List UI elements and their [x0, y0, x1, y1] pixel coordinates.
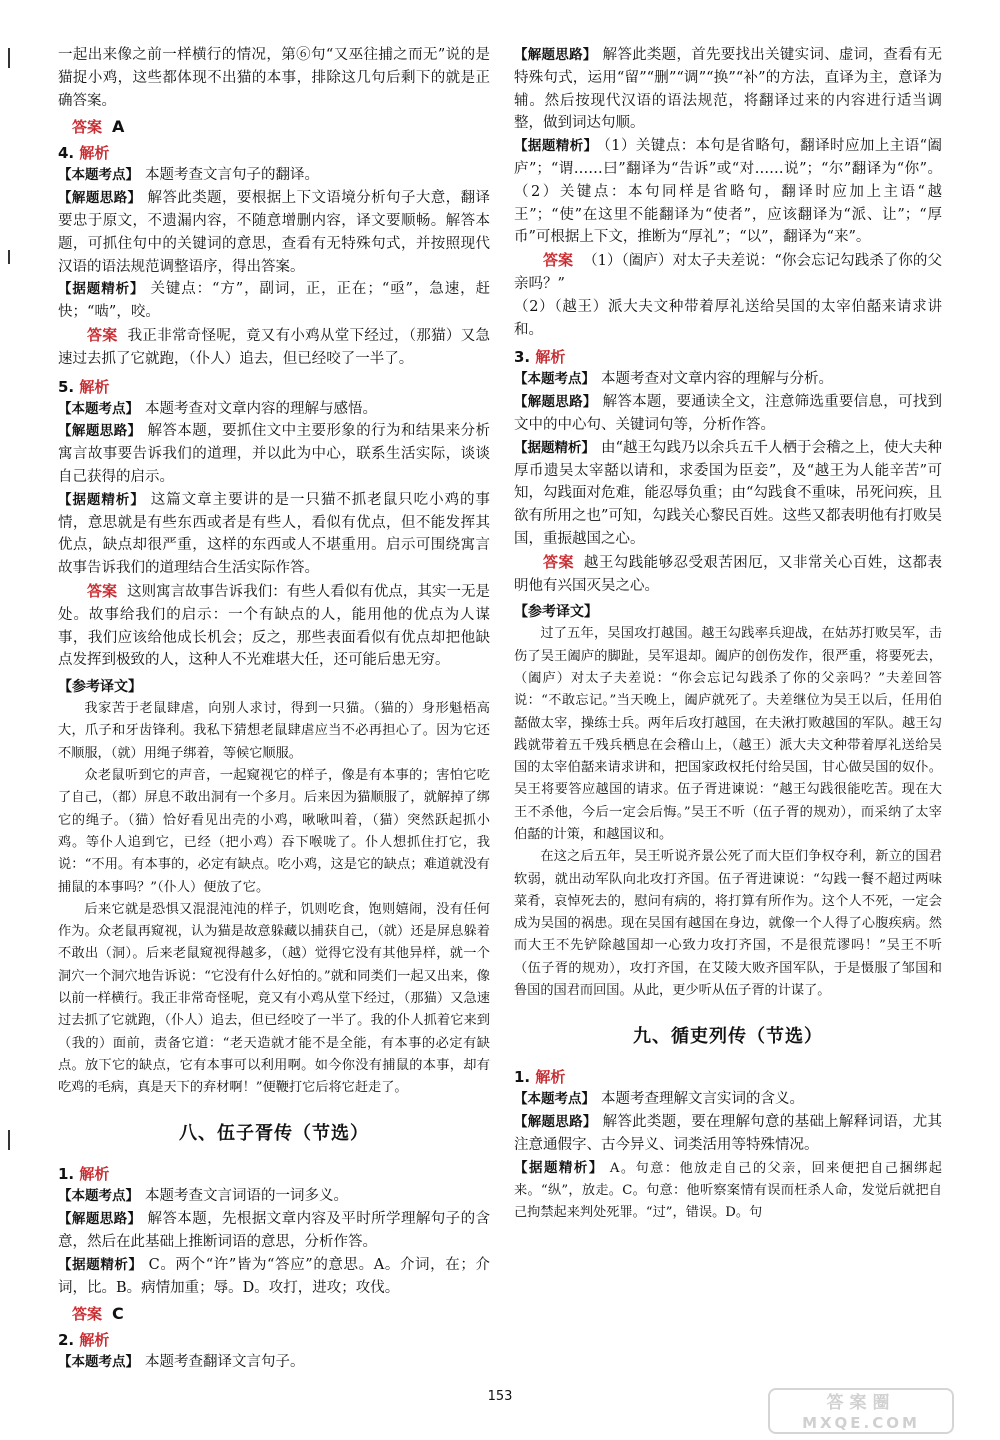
solution-idea: 【解题思路】 解答此类题，首先要找出关键实词、虚词，查看有无特殊句式，运用“留”“删”“调”“换”“补”的方法，直译为主，意译为辅。然后按现代汉语的语法规范，将翻译过来的内容进行适当调整，做到词达句顺。 — [514, 47, 943, 132]
exam-point: 【本题考点】 本题考查对文章内容的理解与分析。 — [514, 371, 833, 388]
question-heading: 3. 解析 — [514, 348, 566, 367]
exam-point: 【本题考点】 本题考查对文章内容的理解与感悟。 — [58, 400, 377, 417]
translation-paragraph: 众老鼠听到它的声音，一起窥视它的样子，像是有本事的；害怕它吃了自己，（都）屏息不敢出洞有一个多月。后来因为猫顺服了，就解掉了绑它的绳子。（猫）恰好看见出壳的小鸡，啾啾叫着，（猫）突然跃起抓小鸡。等仆人追到它，已经（把小鸡）吞下喉咙了。仆人想抓住打它，我说：“不用。有本事的，必定有缺点。吃小鸡，这是它的缺点；难道就没有捕鼠的本事吗？”（仆人）便放了它。 — [58, 768, 490, 895]
answer-label: 答案 — [72, 118, 103, 137]
solution-idea: 【解题思路】 解答本题，先根据文章内容及平时所学理解句子的含意，然后在此基础上推断词语的意思，分析作答。 — [58, 1211, 491, 1251]
section-title: 八、伍子胥传（节选） — [179, 1123, 369, 1145]
intro-paragraph: 一起出来像之前一样横行的情况，第⑥句“又巫往捕之而无”说的是猫捉小鸡，这些都体现不出猫的本事，排除这几句后剩下的就是正确答案。 — [58, 47, 490, 109]
left-column — [58, 44, 490, 1374]
question-heading: 1. 解析 — [58, 1165, 110, 1184]
answer-line: 答案 C — [72, 1304, 124, 1324]
watermark-logo: 答案圈 MXQE.COM — [768, 1388, 954, 1434]
question-heading: 2. 解析 — [58, 1331, 110, 1350]
answer-paragraph: 答案 （1）（阖庐）对太子夫差说：“你会忘记勾践杀了你的父亲吗？” — [514, 251, 942, 292]
exam-point: 【本题考点】 本题考查翻译文言句子。 — [58, 1354, 305, 1371]
answer-paragraph: （2）（越王）派大夫文种带着厚礼送给吴国的太宰伯嚭来请求讲和。 — [514, 298, 942, 338]
precise-analysis: 【据题精析】 关键点：“方”，副词，正，正在；“亟”，急速，赶快；“啮”，咬。 — [58, 281, 491, 321]
answer-value: A — [112, 117, 125, 137]
precise-analysis: 【据题精析】 C。两个“许”皆为“答应”的意思。A。介词，在；介词，比。B。病情加重；辱。D。攻打，进攻；攻伐。 — [58, 1256, 490, 1296]
translation-paragraph: 在这之后五年，吴王听说齐景公死了而大臣们争权夺利，新立的国君软弱，就出动军队向北攻打齐国。伍子胥进谏说：“勾践一餐不超过两味菜肴，哀悼死去的，慰问有病的，将打算有所作为。这个人不死，一定会成为吴国的祸患。现在吴国有越国在身边，就像一个人得了心腹疾病。然而大王不先铲除越国却一心致力攻打齐国，不是很荒谬吗！”吴王不听（伍子胥的规劝），攻打齐国，在艾陵大败齐国军队，于是慑服了邹国和鲁国的国君而回国。从此，更少听从伍子胥的计谋了。 — [514, 849, 942, 999]
answer-paragraph: 答案 我正非常奇怪呢，竟又有小鸡从堂下经过，（那猫）又急速过去抓了它就跑，（仆人）追去，但已经咬了一半了。 — [58, 325, 490, 367]
exam-point: 【本题考点】 本题考查理解文言实词的含义。 — [514, 1091, 804, 1108]
reference-translation-label: 【参考译文】 — [58, 679, 142, 696]
precise-analysis: 【据题精析】 这篇文章主要讲的是一只猫不抓老鼠只吃小鸡的事情，意思就是有些东西或者是有些人，看似有优点，但不能发挥其优点，缺点却很严重，这样的东西或人不堪重用。启示可围绕寓言故事告诉我们的道理结合生活实际作答。 — [58, 491, 491, 577]
section-title: 九、循吏列传（节选） — [633, 1026, 823, 1048]
translation-paragraph: 过了五年，吴国攻打越国。越王勾践率兵迎战，在姑苏打败吴军，击伤了吴王阖庐的脚趾，吴军退却。阖庐的创伤发作，很严重，将要死去，（阖庐）对太子夫差说：“你会忘记勾践杀了你的父亲吗？”夫差回答说：“不敢忘记。”当天晚上，阖庐就死了。夫差继位为吴王以后，任用伯嚭做太宰，操练士兵。两年后攻打越国，在夫湫打败越国的军队。越王勾践就带着五千残兵栖息在会稽山上，（越王）派大夫文种带着厚礼送给吴国的太宰伯嚭来请求讲和，把国家政权托付给吴国，甘心做吴国的奴仆。吴王将要答应越国的请求。伍子胥进谏说：“越王勾践很能吃苦。现在大王不杀他，今后一定会后悔。”吴王不听（伍子胥的规劝），而采纳了太宰伯嚭的计策，和越国议和。 — [514, 626, 942, 842]
precise-analysis: 【据题精析】 （1）关键点：本句是省略句，翻译时应加上主语“阖庐”；“谓……曰”翻译为“告诉”或“对……说”；“尔”翻译为“你”。（2）关键点：本句同样是省略句，翻译时应加上主语“越王”；“使”在这里不能翻译为“使者”，应该翻译为“派、让”；“厚币”可根据上下文，推断为“厚礼”；“以”，翻译为“来”。 — [514, 138, 942, 246]
question-heading: 5. 解析 — [58, 377, 110, 396]
translation-paragraph: 后来它就是恐惧又混混沌沌的样子，饥则吃食，饱则嬉闹，没有任何作为。众老鼠再窥视，认为猫是故意躲藏以捕获自己，（就）还是屏息躲着不敢出（洞）。后来老鼠窥视得越多，（越）觉得它没有其他异样，就一个洞穴一个洞穴地告诉说：“它没有什么好怕的。”就和同类们一起又出来，像以前一样横行。我正非常奇怪呢，竟又有小鸡从堂下经过，（那猫）又急速过去抓了它就跑，（仆人）追去，但已经咬了一半了。我的仆人抓着它来到（我的）面前，责备它道：“老天造就才能不是全能，有本事的必定有缺点。放下它的缺点，它有本事可以利用啊。如今你没有捕鼠的本事，却有吃鸡的毛病，真是天下的弃材啊！”便鞭打它后将它赶走了。 — [58, 901, 490, 1096]
question-heading: 1. 解析 — [514, 1068, 566, 1087]
solution-idea: 【解题思路】 解答本题，要通读全文，注意筛选重要信息，可找到文中的中心句、关键词句等，分析作答。 — [514, 394, 943, 433]
solution-idea: 【解题思路】 解答此类题，要在理解句意的基础上解释词语，尤其注意通假字、古今异义、词类活用等特殊情况。 — [514, 1114, 943, 1153]
translation-paragraph: 我家苦于老鼠肆虐，向别人求讨，得到一只猫。（猫的）身形魁梧高大，爪子和牙齿锋利。我私下猜想老鼠肆虐应当不必再担心了。因为它还不顺服，（就）用绳子绑着，等候它顺服。 — [58, 701, 490, 761]
page-number: 153 — [487, 1389, 513, 1404]
margin-mark — [8, 250, 10, 264]
precise-analysis: 【据题精析】 由“越王勾践乃以余兵五千人栖于会稽之上，使大夫种厚币遗吴太宰嚭以请和，求委国为臣妾”，及“越王为人能辛苦”可知，勾践面对危难，能忍辱负重；由“勾践食不重味，吊死问疾，且欲有所用之也”可知，勾践关心黎民百姓。这些又都表明他有打败吴国，重振越国之心。 — [514, 439, 943, 547]
question-heading: 4. 解析 — [58, 144, 110, 163]
solution-idea: 【解题思路】 解答此类题，要根据上下文语境分析句子大意，翻译要忠于原文，不遗漏内容，不随意增删内容，译文要顺畅。解答本题，可抓住句中的关键词的意思，查看有无特殊句式，并按照现代汉语的语法规范调整语序，得出答案。 — [58, 190, 491, 275]
right-column — [514, 44, 942, 1225]
reference-translation-label: 【参考译文】 — [514, 604, 598, 621]
exam-point: 【本题考点】 本题考查文言句子的翻译。 — [58, 167, 319, 184]
answer-line — [72, 116, 490, 137]
solution-idea: 【解题思路】 解答本题，要抓住文中主要形象的行为和结果来分析寓言故事要告诉我们的道理，并以此为中心，联系生活实际，谈谈自己获得的启示。 — [58, 423, 491, 485]
margin-mark — [8, 1130, 10, 1150]
precise-analysis: 【据题精析】 A。句意：他放走自己的父亲，回来便把自己捆绑起来。“纵”，放走。C。句意：他听察案情有误而枉杀人命，发觉后就把自己拘禁起来判处死罪。“过”，错误。D。句 — [514, 1159, 942, 1221]
margin-mark — [8, 48, 10, 68]
answer-paragraph: 答案 越王勾践能够忍受艰苦困厄，又非常关心百姓，这都表明他有兴国灭吴之心。 — [514, 552, 942, 594]
answer-paragraph: 答案 这则寓言故事告诉我们：有些人看似有优点，其实一无是处。故事给我们的启示：一个有缺点的人，能用他的优点为人谋事，我们应该给他成长机会；反之，那些表面看似有优点却把他缺点发挥到极致的人，这种人不光难堪大任，还可能后患无穷。 — [58, 581, 490, 669]
exam-point: 【本题考点】 本题考查文言词语的一词多义。 — [58, 1188, 348, 1205]
